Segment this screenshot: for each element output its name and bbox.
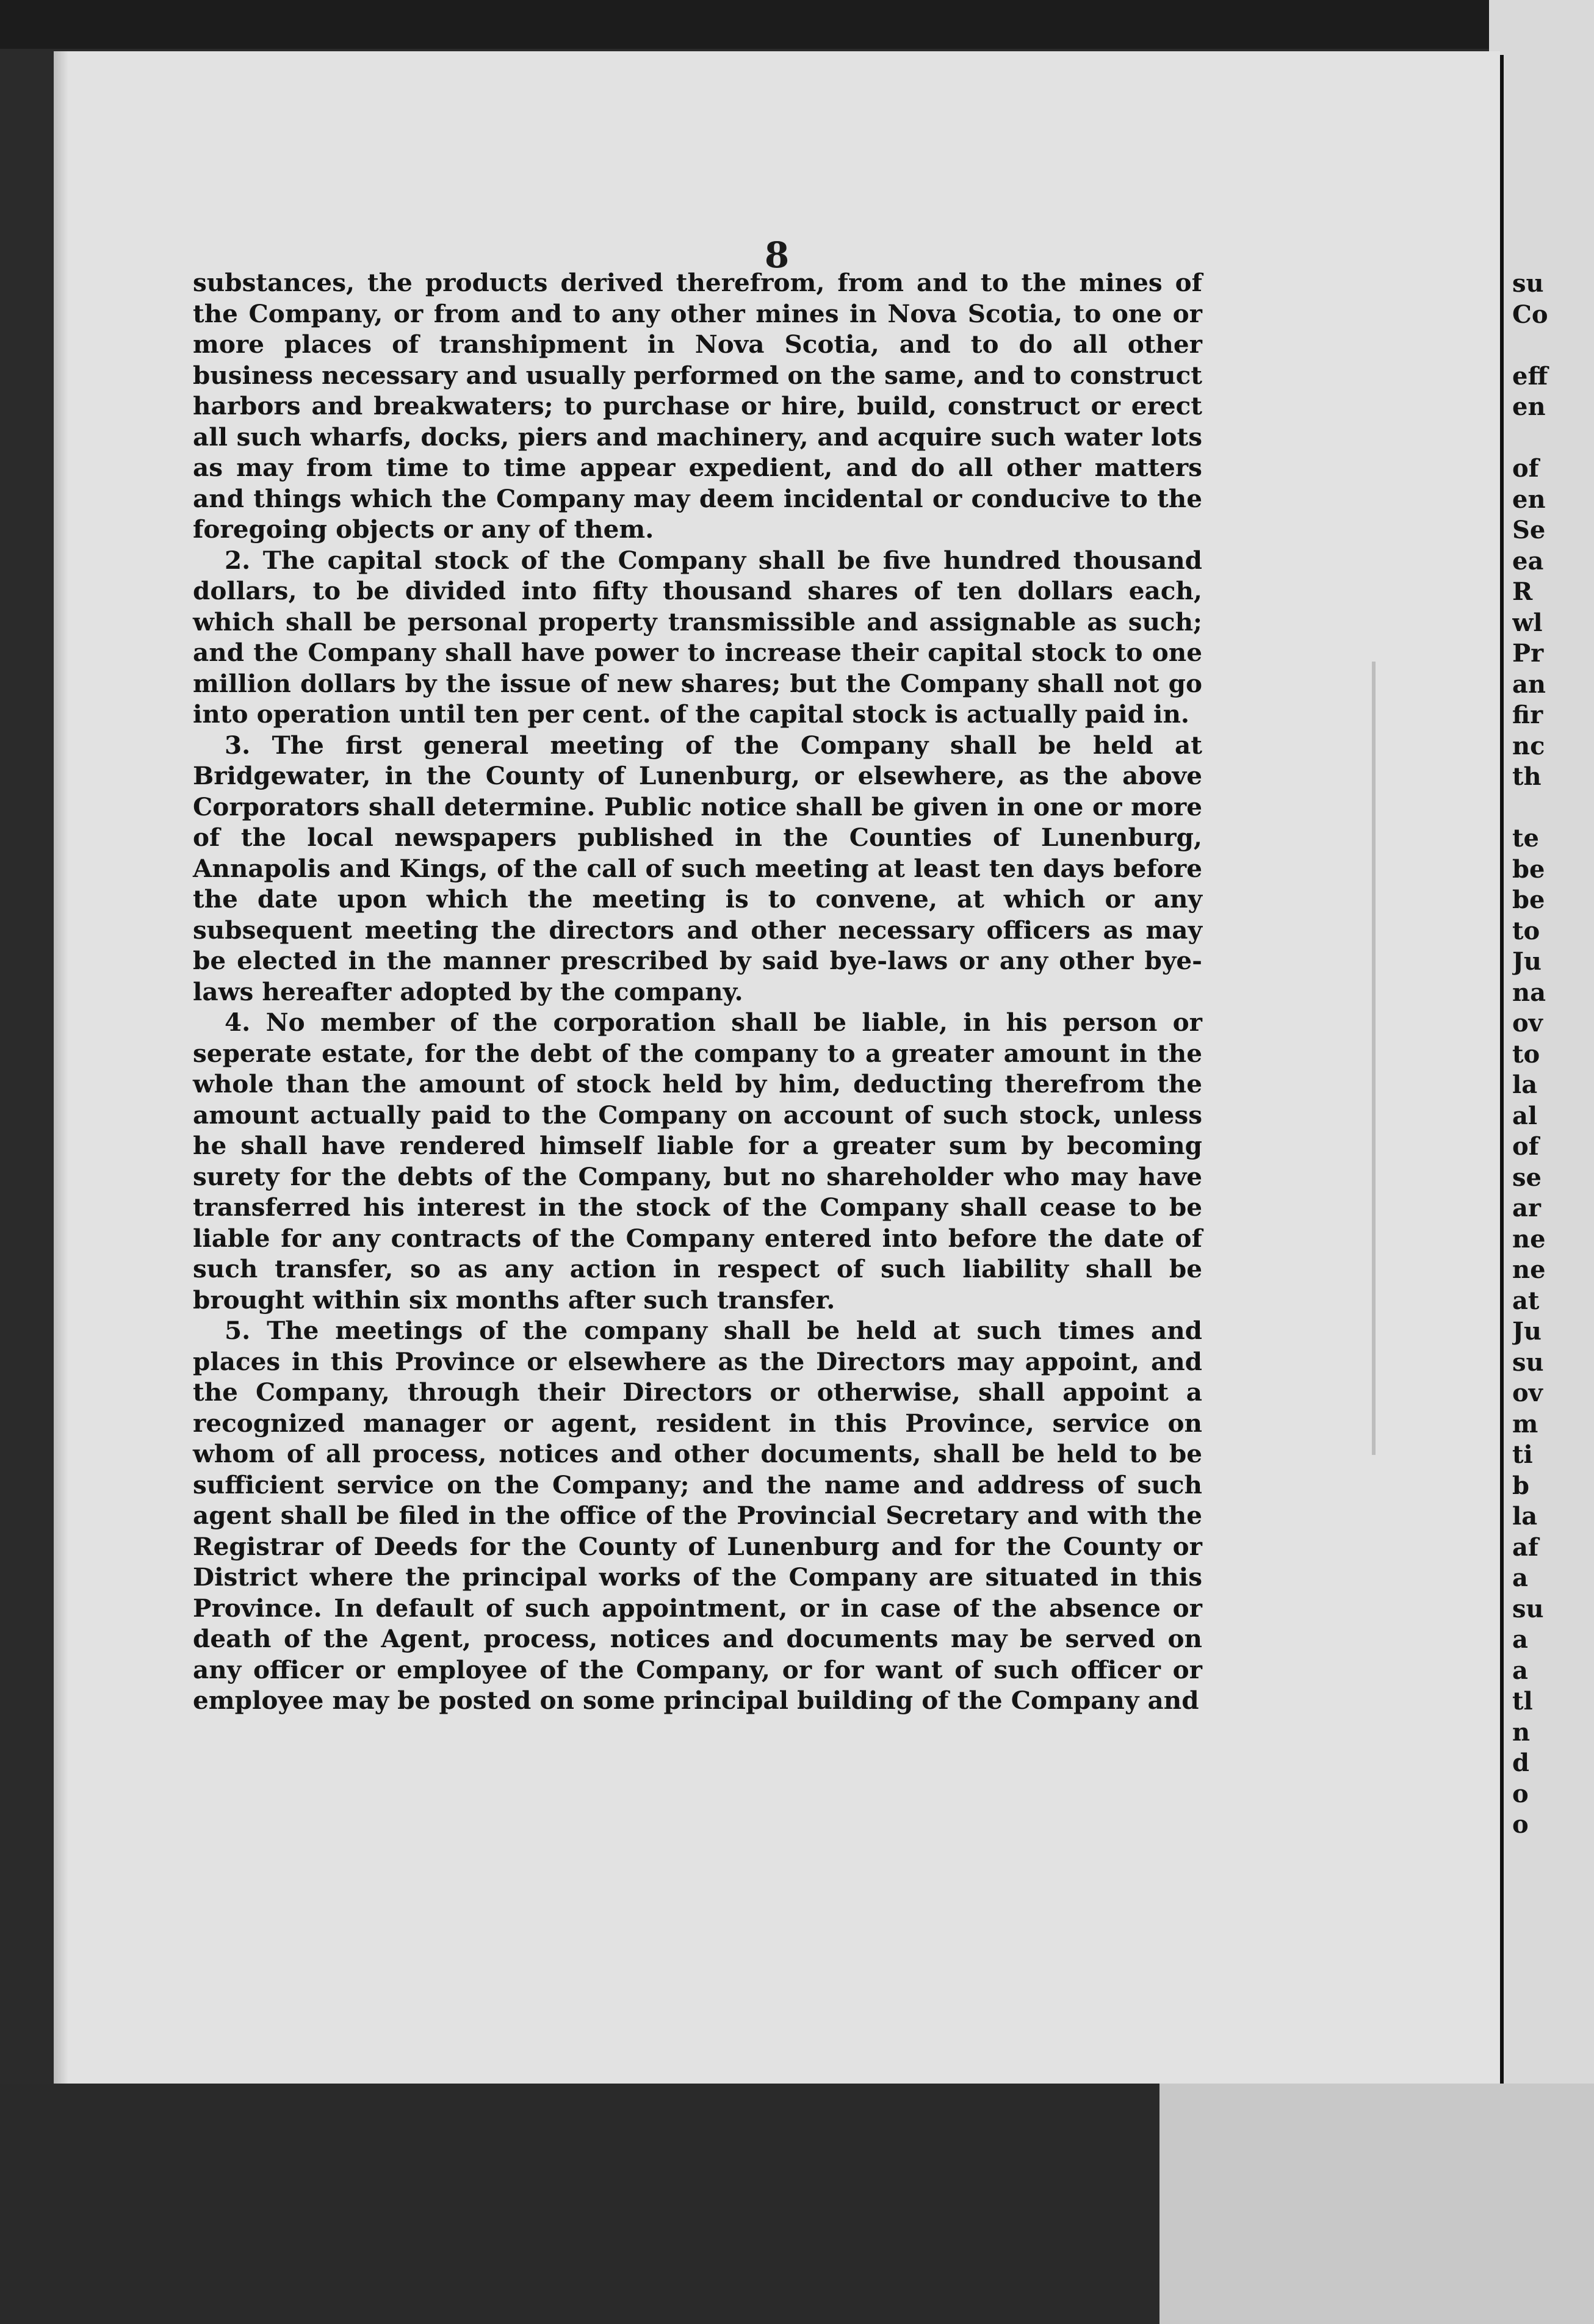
adjacent-fragment: tl <box>1512 1687 1533 1716</box>
adjacent-fragment: su <box>1512 1348 1544 1377</box>
adjacent-fragment: n <box>1512 1717 1531 1747</box>
adjacent-fragment: R <box>1512 577 1533 606</box>
paragraph-section-5: 5. The meetings of the company shall be held at such times and places in this Province or elsewhere as the Directors may appoint, and the Company, through their Directors or otherwise, shall appoint a recognized manager or agent, resident in this Province, service on whom of all process, notices and other documents, shall be held to be sufficient service on the Company; and the name and address of such agent shall be filed in the office of the Provincial Secretary and with the Registrar of Deeds for the County of Lunenburg and for the County or District where the principal works of the Company are situated in this Province. In default of such appointment, or in case of the absence or death of the Agent, process, notices and documents may be served on any officer or employee of the Company, or for want of such officer or employee may be posted on some principal building of the Company and <box>193 1316 1202 1715</box>
adjacent-fragment: su <box>1512 269 1544 298</box>
scan-top-border <box>0 0 1594 49</box>
adjacent-fragment: la <box>1512 1502 1538 1531</box>
adjacent-fragment: nc <box>1512 731 1545 760</box>
adjacent-fragment: af <box>1512 1532 1539 1562</box>
adjacent-fragment: be <box>1512 854 1545 884</box>
adjacent-fragment: su <box>1512 1594 1544 1623</box>
adjacent-fragment: Se <box>1512 516 1546 544</box>
adjacent-fragment: eff <box>1512 361 1548 391</box>
adjacent-fragment: a <box>1512 1564 1528 1592</box>
page-gutter-shadow <box>54 51 68 2084</box>
adjacent-fragment <box>1512 793 1594 824</box>
paragraph-section-2: 2. The capital stock of the Company shall be five hundred thousand dollars, to be divided into fifty thousand shares of ten dollars each, which shall be personal property transmissible and assignable as such; and the Company shall have power to increase their capital stock to one million dollars by the issue of new shares; but the Company shall not go into operation until ten per cent. of the capital stock is actually paid in. <box>193 545 1202 729</box>
adjacent-fragment: at <box>1512 1286 1540 1315</box>
adjacent-fragment: be <box>1512 886 1545 914</box>
adjacent-fragment: to <box>1512 1039 1540 1069</box>
binding-crease <box>1372 662 1376 1455</box>
adjacent-fragment: se <box>1512 1163 1542 1192</box>
adjacent-fragment: an <box>1512 669 1546 699</box>
adjacent-fragment: Co <box>1512 300 1548 329</box>
adjacent-fragment: ov <box>1512 1009 1543 1038</box>
adjacent-fragment <box>1512 330 1594 361</box>
adjacent-fragment: Pr <box>1512 639 1544 668</box>
adjacent-fragment: o <box>1512 1810 1529 1839</box>
paragraph-section-4: 4. No member of the corporation shall be liable, in his person or seperate estate, for the debt of the company to a greater amount in the whole than the amount of stock held by him, deducting therefrom the amount actually paid to the Company on account of such stock, unless he shall have rendered himself liable for a greater sum by becoming surety for the debts of the Company, but no shareholder who may have transferred his interest in the stock of the Company shall cease to be liable for any contracts of the Company entered into before the date of such transfer, so as any action in respect of such liability shall be brought within six months after such transfer. <box>193 1008 1202 1315</box>
adjacent-page-text-fragments <box>1512 269 1594 1841</box>
adjacent-fragment: Ju <box>1512 947 1542 976</box>
adjacent-fragment: en <box>1512 485 1546 514</box>
adjacent-fragment <box>1512 423 1594 454</box>
adjacent-fragment: a <box>1512 1625 1528 1654</box>
adjacent-page-bottom <box>1159 2084 1594 2324</box>
paragraph-section-3: 3. The first general meeting of the Company shall be held at Bridgewater, in the County of Lunenburg, or elsewhere, as the above Corporators shall determine. Public notice shall be given in one or more of the local newspapers published in the Counties of Lunenburg, Annapolis and Kings, of the call of such meeting at least ten days before the date upon which the meeting is to convene, at which or any subsequent meeting the directors and other necessary officers as may be elected in the manner prescribed by said bye-laws or any other bye-laws hereafter adopted by the company. <box>193 730 1202 1006</box>
adjacent-fragment: ar <box>1512 1194 1541 1222</box>
adjacent-fragment: of <box>1512 454 1539 483</box>
adjacent-fragment: of <box>1512 1132 1539 1161</box>
adjacent-fragment: al <box>1512 1101 1538 1130</box>
adjacent-fragment: te <box>1512 824 1539 853</box>
adjacent-fragment: en <box>1512 392 1546 421</box>
adjacent-fragment: Ju <box>1512 1317 1542 1346</box>
adjacent-fragment: fir <box>1512 701 1543 729</box>
page-number: 8 <box>764 234 790 276</box>
adjacent-fragment: d <box>1512 1748 1529 1777</box>
adjacent-fragment: wl <box>1512 608 1543 637</box>
adjacent-fragment: a <box>1512 1656 1528 1685</box>
adjacent-fragment: ea <box>1512 546 1544 576</box>
paragraph-continuation: substances, the products derived therefrom, from and to the mines of the Company, or from and to any other mines in Nova Scotia, to one or more places of transhipment in Nova Scotia, and to do all other business necessary and usually performed on the same, and to construct harbors and breakwaters; to purchase or hire, build, construct or erect all such wharfs, docks, piers and machinery, and acquire such water lots as may from time to time appear expedient, and do all other matters and things which the Company may deem incidental or conducive to the foregoing objects or any of them. <box>193 268 1202 544</box>
adjacent-fragment: o <box>1512 1779 1529 1808</box>
adjacent-fragment: b <box>1512 1471 1529 1500</box>
adjacent-fragment: to <box>1512 916 1540 945</box>
adjacent-fragment: ti <box>1512 1440 1533 1469</box>
adjacent-fragment: ne <box>1512 1224 1546 1254</box>
body-text <box>193 267 1202 1716</box>
adjacent-fragment: m <box>1512 1409 1538 1438</box>
adjacent-fragment: la <box>1512 1070 1538 1099</box>
adjacent-fragment: na <box>1512 978 1546 1007</box>
adjacent-fragment: ne <box>1512 1255 1546 1284</box>
adjacent-fragment: ov <box>1512 1379 1543 1407</box>
adjacent-fragment: th <box>1512 762 1542 791</box>
